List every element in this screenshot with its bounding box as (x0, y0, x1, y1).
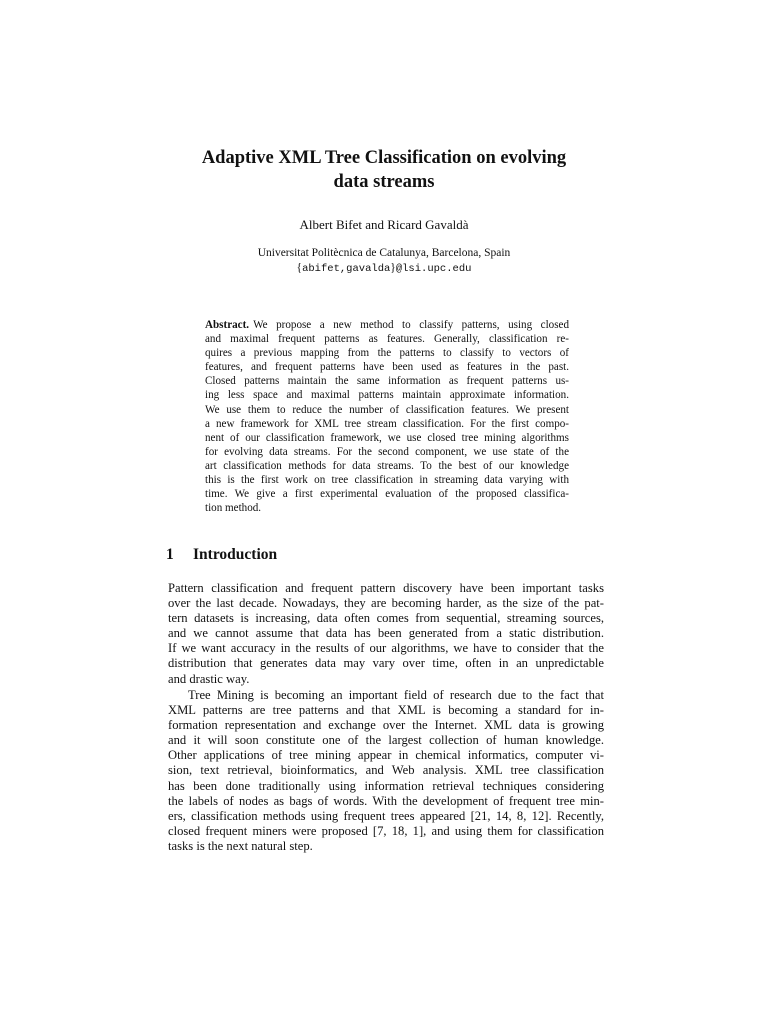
author-email (150, 261, 618, 277)
abstract-line: this is the first work on tree classification in streaming data varying with (205, 474, 569, 487)
author-affiliation: Universitat Politècnica de Catalunya, Barcelona, Spain (257, 247, 511, 259)
paragraph-line: distribution that generates data may vary over time, often in an unpredictable (168, 656, 604, 671)
intro-paragraph-2 (168, 688, 604, 854)
abstract (205, 318, 569, 515)
abstract-line: a new framework for XML tree stream classification. For the first compo- (205, 417, 569, 430)
paragraph-line: Other applications of tree mining appear in chemical informatics, computer vi- (168, 748, 604, 763)
paragraph-line: and it will soon constitute one of the largest collection of human knowledge. (168, 733, 604, 748)
paper-title (150, 146, 618, 194)
paragraph-line: over the last decade. Nowadays, they are becoming harder, as the size of the pat- (168, 596, 604, 611)
paragraph-line: Pattern classification and frequent pattern discovery have been important tasks (168, 581, 604, 595)
paper-title-line-1: Adaptive XML Tree Classification on evolving (201, 148, 567, 168)
paragraph-line: sion, text retrieval, bioinformatics, and Web analysis. XML tree classification (168, 763, 604, 778)
abstract-line-text: We propose a new method to classify patterns, using closed (253, 319, 569, 331)
author-affiliation-block (150, 246, 618, 277)
paragraph-line: XML patterns are tree patterns and that XML is becoming a standard for in- (168, 703, 604, 718)
abstract-line: and maximal frequent patterns as features. Generally, classification re- (205, 333, 569, 346)
abstract-line: ing less space and maximal patterns maintain approximate information. (205, 389, 569, 402)
paragraph-line: tasks is the next natural step. (168, 838, 313, 853)
paragraph-line: Tree Mining is becoming an important field of research due to the fact that (188, 688, 604, 702)
paragraph-line: closed frequent miners were proposed [7, 18, 1], and using them for classification (168, 823, 604, 838)
email-users: abifet,gavalda (302, 263, 391, 275)
paper-authors: Albert Bifet and Ricard Gavaldà (299, 217, 469, 232)
paragraph-line: If we want accuracy in the results of our algorithms, we have to consider that the (168, 641, 604, 656)
abstract-line: nent of our classification framework, we use closed tree mining algorithms (205, 431, 569, 444)
intro-paragraph-1 (168, 581, 604, 687)
paragraph-line: the labels of nodes as bags of words. With the development of frequent tree min- (168, 793, 604, 808)
abstract-line: Closed patterns maintain the same information as frequent patterns us- (205, 375, 569, 388)
section-heading (166, 545, 277, 565)
abstract-line (205, 318, 569, 332)
email-close-brace: } (390, 262, 396, 274)
email-domain: @lsi.upc.edu (395, 263, 472, 275)
abstract-line: features, and frequent patterns have been used as features in the past. (205, 361, 569, 374)
abstract-line: tion method. (205, 502, 262, 515)
paragraph-line: tern datasets is increasing, data often comes from sequential, streaming sources, (168, 611, 604, 626)
paragraph-line: has been done traditionally using information retrieval techniques considering (168, 778, 604, 793)
abstract-line: art classification methods for data streams. To the best of our knowledge (205, 459, 569, 472)
abstract-line: time. We give a first experimental evaluation of the proposed classifica- (205, 488, 569, 501)
paragraph-line: and we cannot assume that data has been generated from a static distribution. (168, 626, 604, 641)
paragraph-line: ers, classification methods using frequent trees appeared [21, 14, 8, 12]. Recently, (168, 808, 604, 823)
abstract-label: Abstract. (205, 319, 250, 331)
abstract-line: quires a previous mapping from the patterns to classify to vectors of (205, 347, 569, 360)
abstract-line: for evolving data streams. For the second component, we use state of the (205, 445, 569, 458)
section-number: 1 (166, 546, 174, 563)
paper-title-line-2: data streams (333, 172, 435, 192)
email-open-brace: { (296, 262, 303, 274)
paragraph-line: and drastic way. (168, 671, 250, 686)
abstract-line: We use them to reduce the number of classification features. We present (205, 403, 569, 416)
paragraph-line: formation representation and exchange over the Internet. XML data is growing (168, 718, 604, 733)
section-title: Introduction (193, 546, 278, 563)
